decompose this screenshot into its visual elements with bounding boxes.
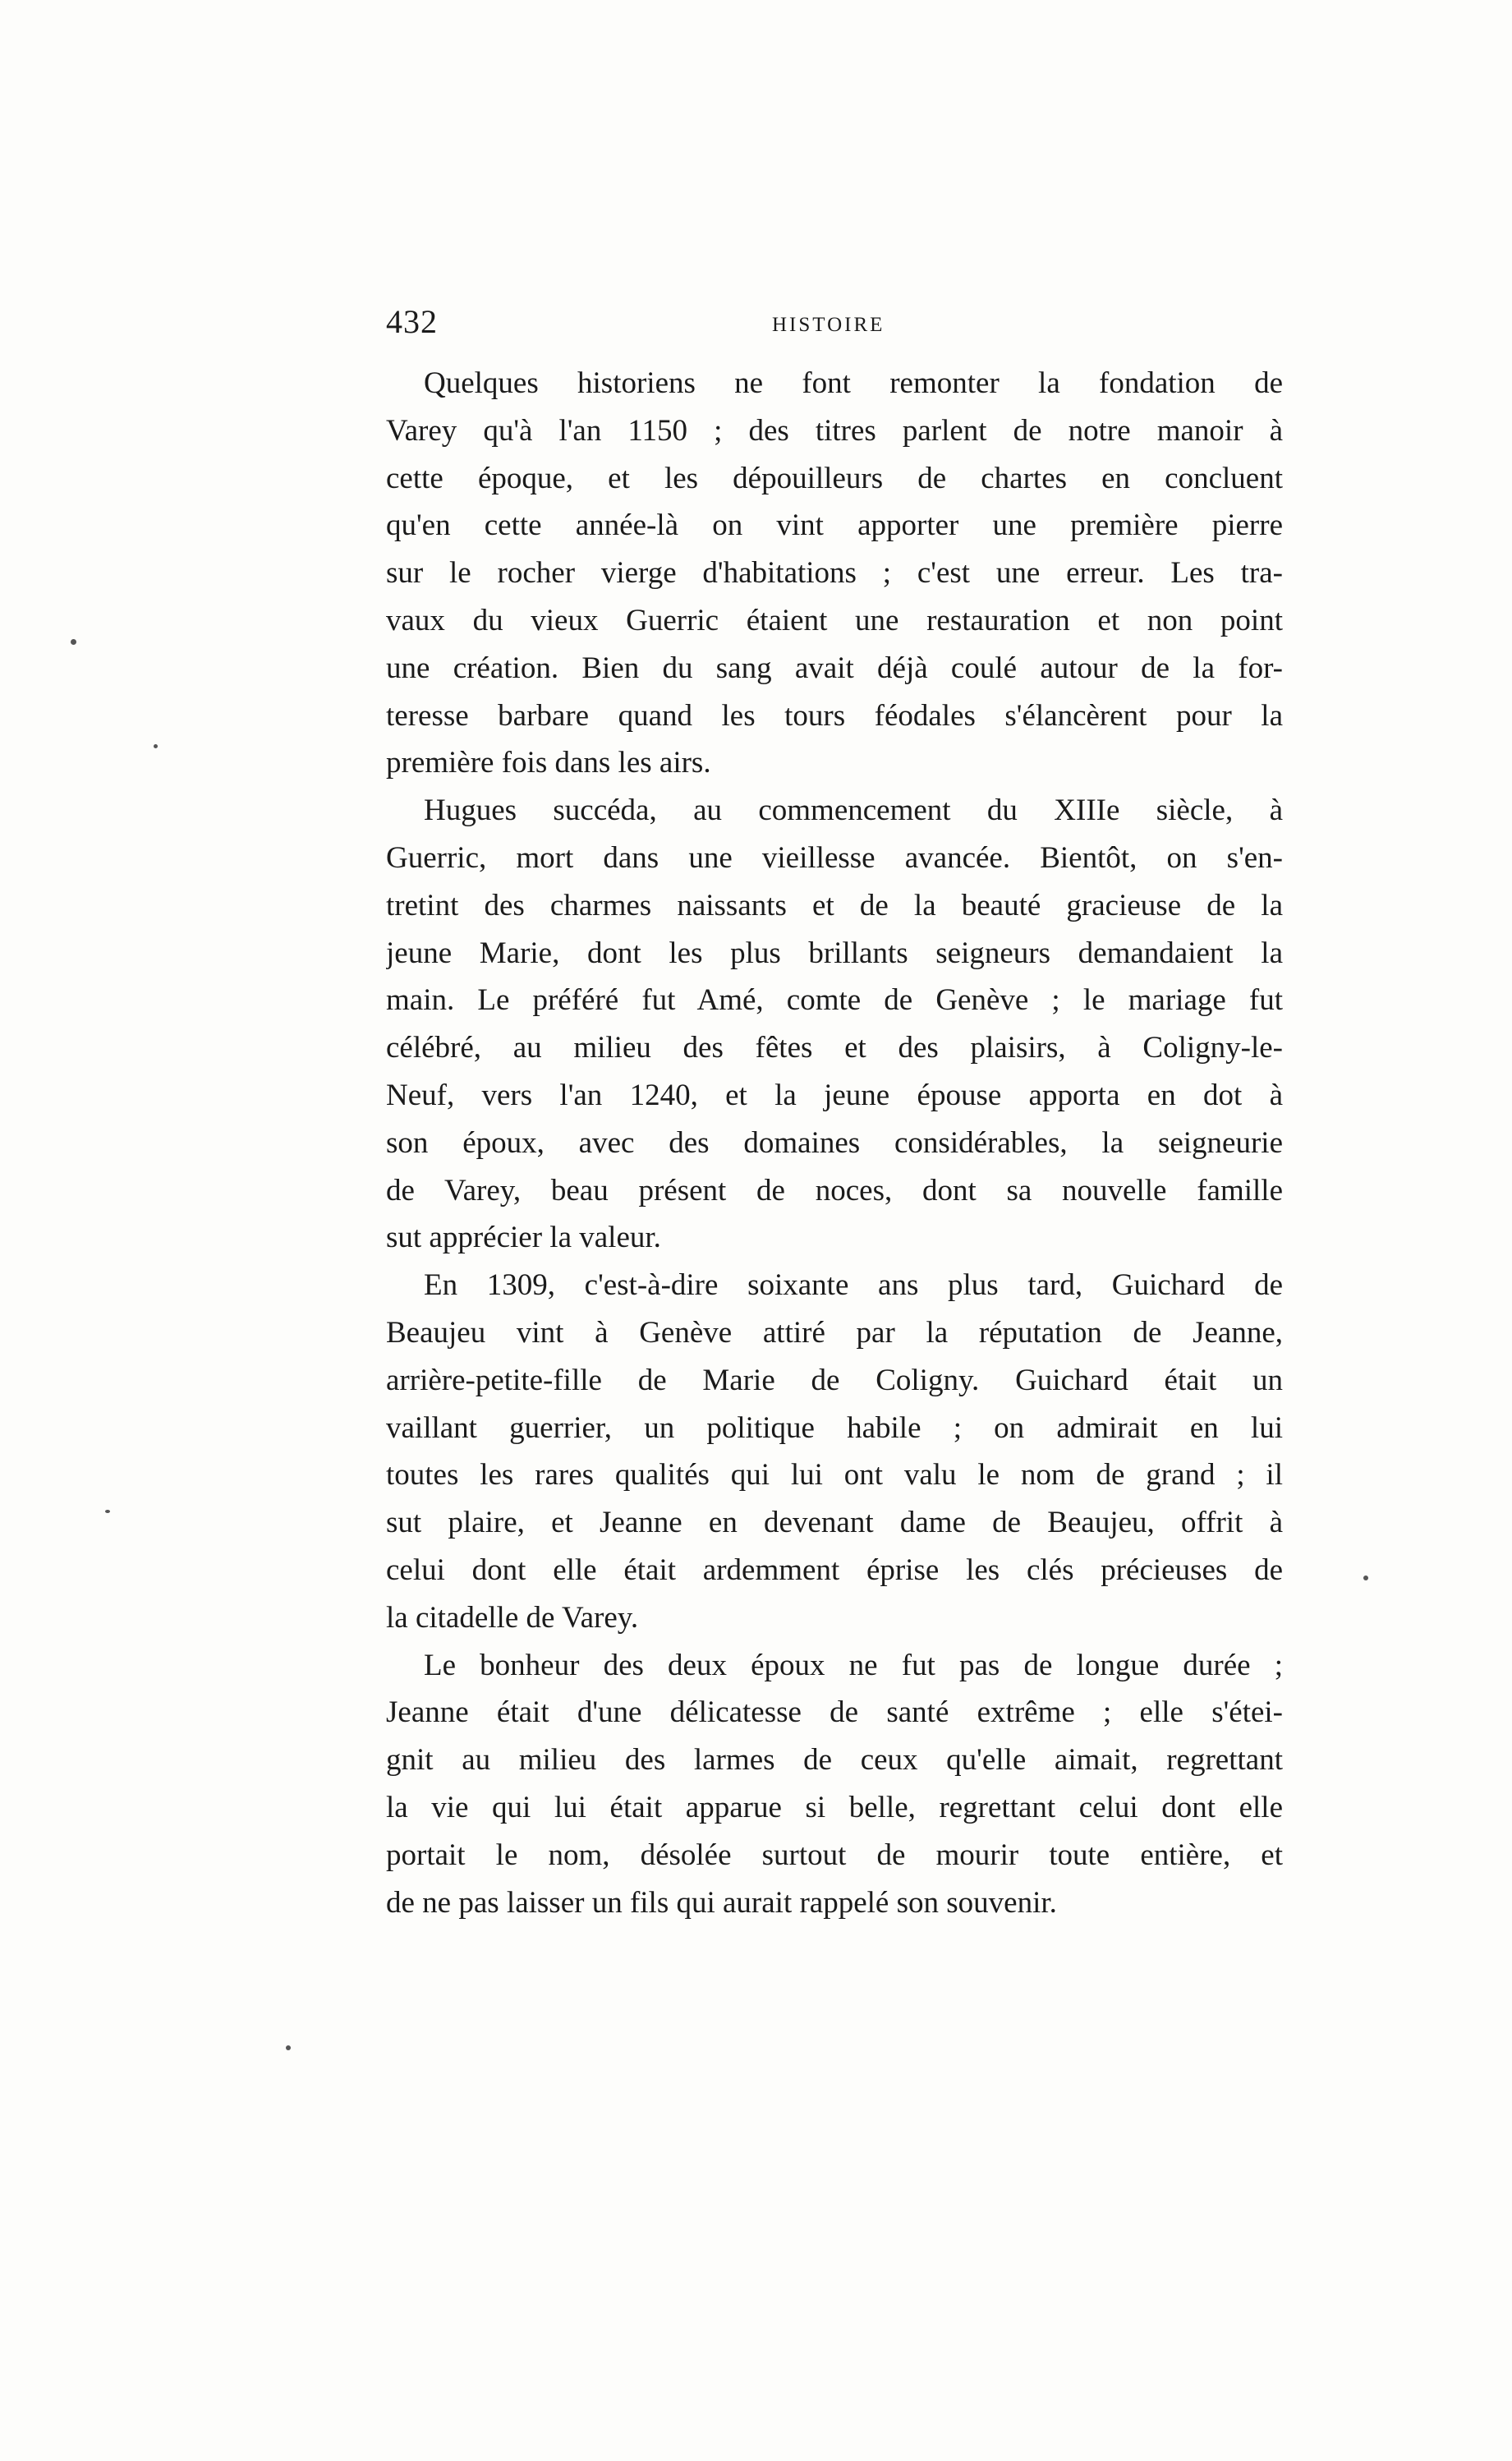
paragraph: [386, 1262, 1283, 1641]
text-line: Beaujeu vint à Genève attiré par la réputation de Jeanne,: [386, 1315, 1283, 1350]
paragraph: [386, 787, 1283, 1262]
text-line: gnit au milieu des larmes de ceux qu'elle aimait, regrettant: [386, 1743, 1283, 1778]
text-line: Neuf, vers l'an 1240, et la jeune épouse apporta en dot à: [386, 1078, 1283, 1112]
paragraph: [386, 360, 1283, 787]
text-line: Quelques historiens ne font remonter la fondation de: [424, 366, 1283, 400]
text-line: arrière-petite-fille de Marie de Coligny. Guichard était un: [386, 1363, 1283, 1397]
text-line: jeune Marie, dont les plus brillants seigneurs demandaient la: [386, 936, 1283, 970]
page-number: 432: [386, 303, 438, 340]
running-head: HISTOIRE: [772, 314, 885, 336]
text-line: la citadelle de Varey.: [386, 1600, 639, 1635]
text-line: première fois dans les airs.: [386, 746, 711, 780]
paragraph: [386, 1642, 1283, 1927]
text-line: Guerric, mort dans une vieillesse avancée. Bientôt, on s'en-: [386, 840, 1283, 875]
page-header: [386, 302, 1289, 352]
text-line: celui dont elle était ardemment éprise les clés précieuses de: [386, 1552, 1283, 1587]
text-line: sut plaire, et Jeanne en devenant dame de Beaujeu, offrit à: [386, 1506, 1283, 1540]
text-line: portait le nom, désolée surtout de mourir toute entière, et: [386, 1838, 1283, 1872]
text-line: Jeanne était d'une délicatesse de santé extrême ; elle s'étei-: [386, 1695, 1283, 1730]
text-line: main. Le préféré fut Amé, comte de Genève ; le mariage fut: [386, 983, 1283, 1018]
scan-speck: [105, 1510, 110, 1513]
text-line: de ne pas laisser un fils qui aurait rappelé son souvenir.: [386, 1885, 1057, 1920]
text-line: la vie qui lui était apparue si belle, regrettant celui dont elle: [386, 1790, 1283, 1824]
text-line: son époux, avec des domaines considérables, la seigneurie: [386, 1125, 1283, 1160]
text-line: une création. Bien du sang avait déjà coulé autour de la for-: [386, 651, 1283, 685]
text-line: En 1309, c'est-à-dire soixante ans plus tard, Guichard de: [424, 1268, 1283, 1303]
text-line: sur le rocher vierge d'habitations ; c'est une erreur. Les tra-: [386, 556, 1283, 591]
text-line: Le bonheur des deux époux ne fut pas de longue durée ;: [424, 1648, 1283, 1682]
body-text: [386, 360, 1283, 1926]
text-line: cette époque, et les dépouilleurs de chartes en concluent: [386, 461, 1283, 495]
text-line: célébré, au milieu des fêtes et des plaisirs, à Coligny-le-: [386, 1031, 1283, 1065]
text-line: de Varey, beau présent de noces, dont sa nouvelle famille: [386, 1173, 1283, 1208]
text-line: vaillant guerrier, un politique habile ; on admirait en lui: [386, 1410, 1283, 1445]
text-line: qu'en cette année-là on vint apporter une première pierre: [386, 508, 1283, 543]
scan-speck: [71, 639, 76, 645]
text-line: teresse barbare quand les tours féodales s'élancèrent pour la: [386, 698, 1283, 733]
scan-speck: [286, 2045, 291, 2050]
scan-speck: [1363, 1576, 1368, 1580]
scan-speck: [154, 744, 158, 748]
text-line: Varey qu'à l'an 1150 ; des titres parlent de notre manoir à: [386, 413, 1283, 448]
text-line: Hugues succéda, au commencement du XIIIe siècle, à: [424, 794, 1283, 828]
text-line: tretint des charmes naissants et de la beauté gracieuse de la: [386, 888, 1283, 922]
text-line: toutes les rares qualités qui lui ont valu le nom de grand ; il: [386, 1458, 1283, 1493]
text-line: vaux du vieux Guerric étaient une restauration et non point: [386, 603, 1283, 637]
text-line: sut apprécier la valeur.: [386, 1221, 661, 1255]
